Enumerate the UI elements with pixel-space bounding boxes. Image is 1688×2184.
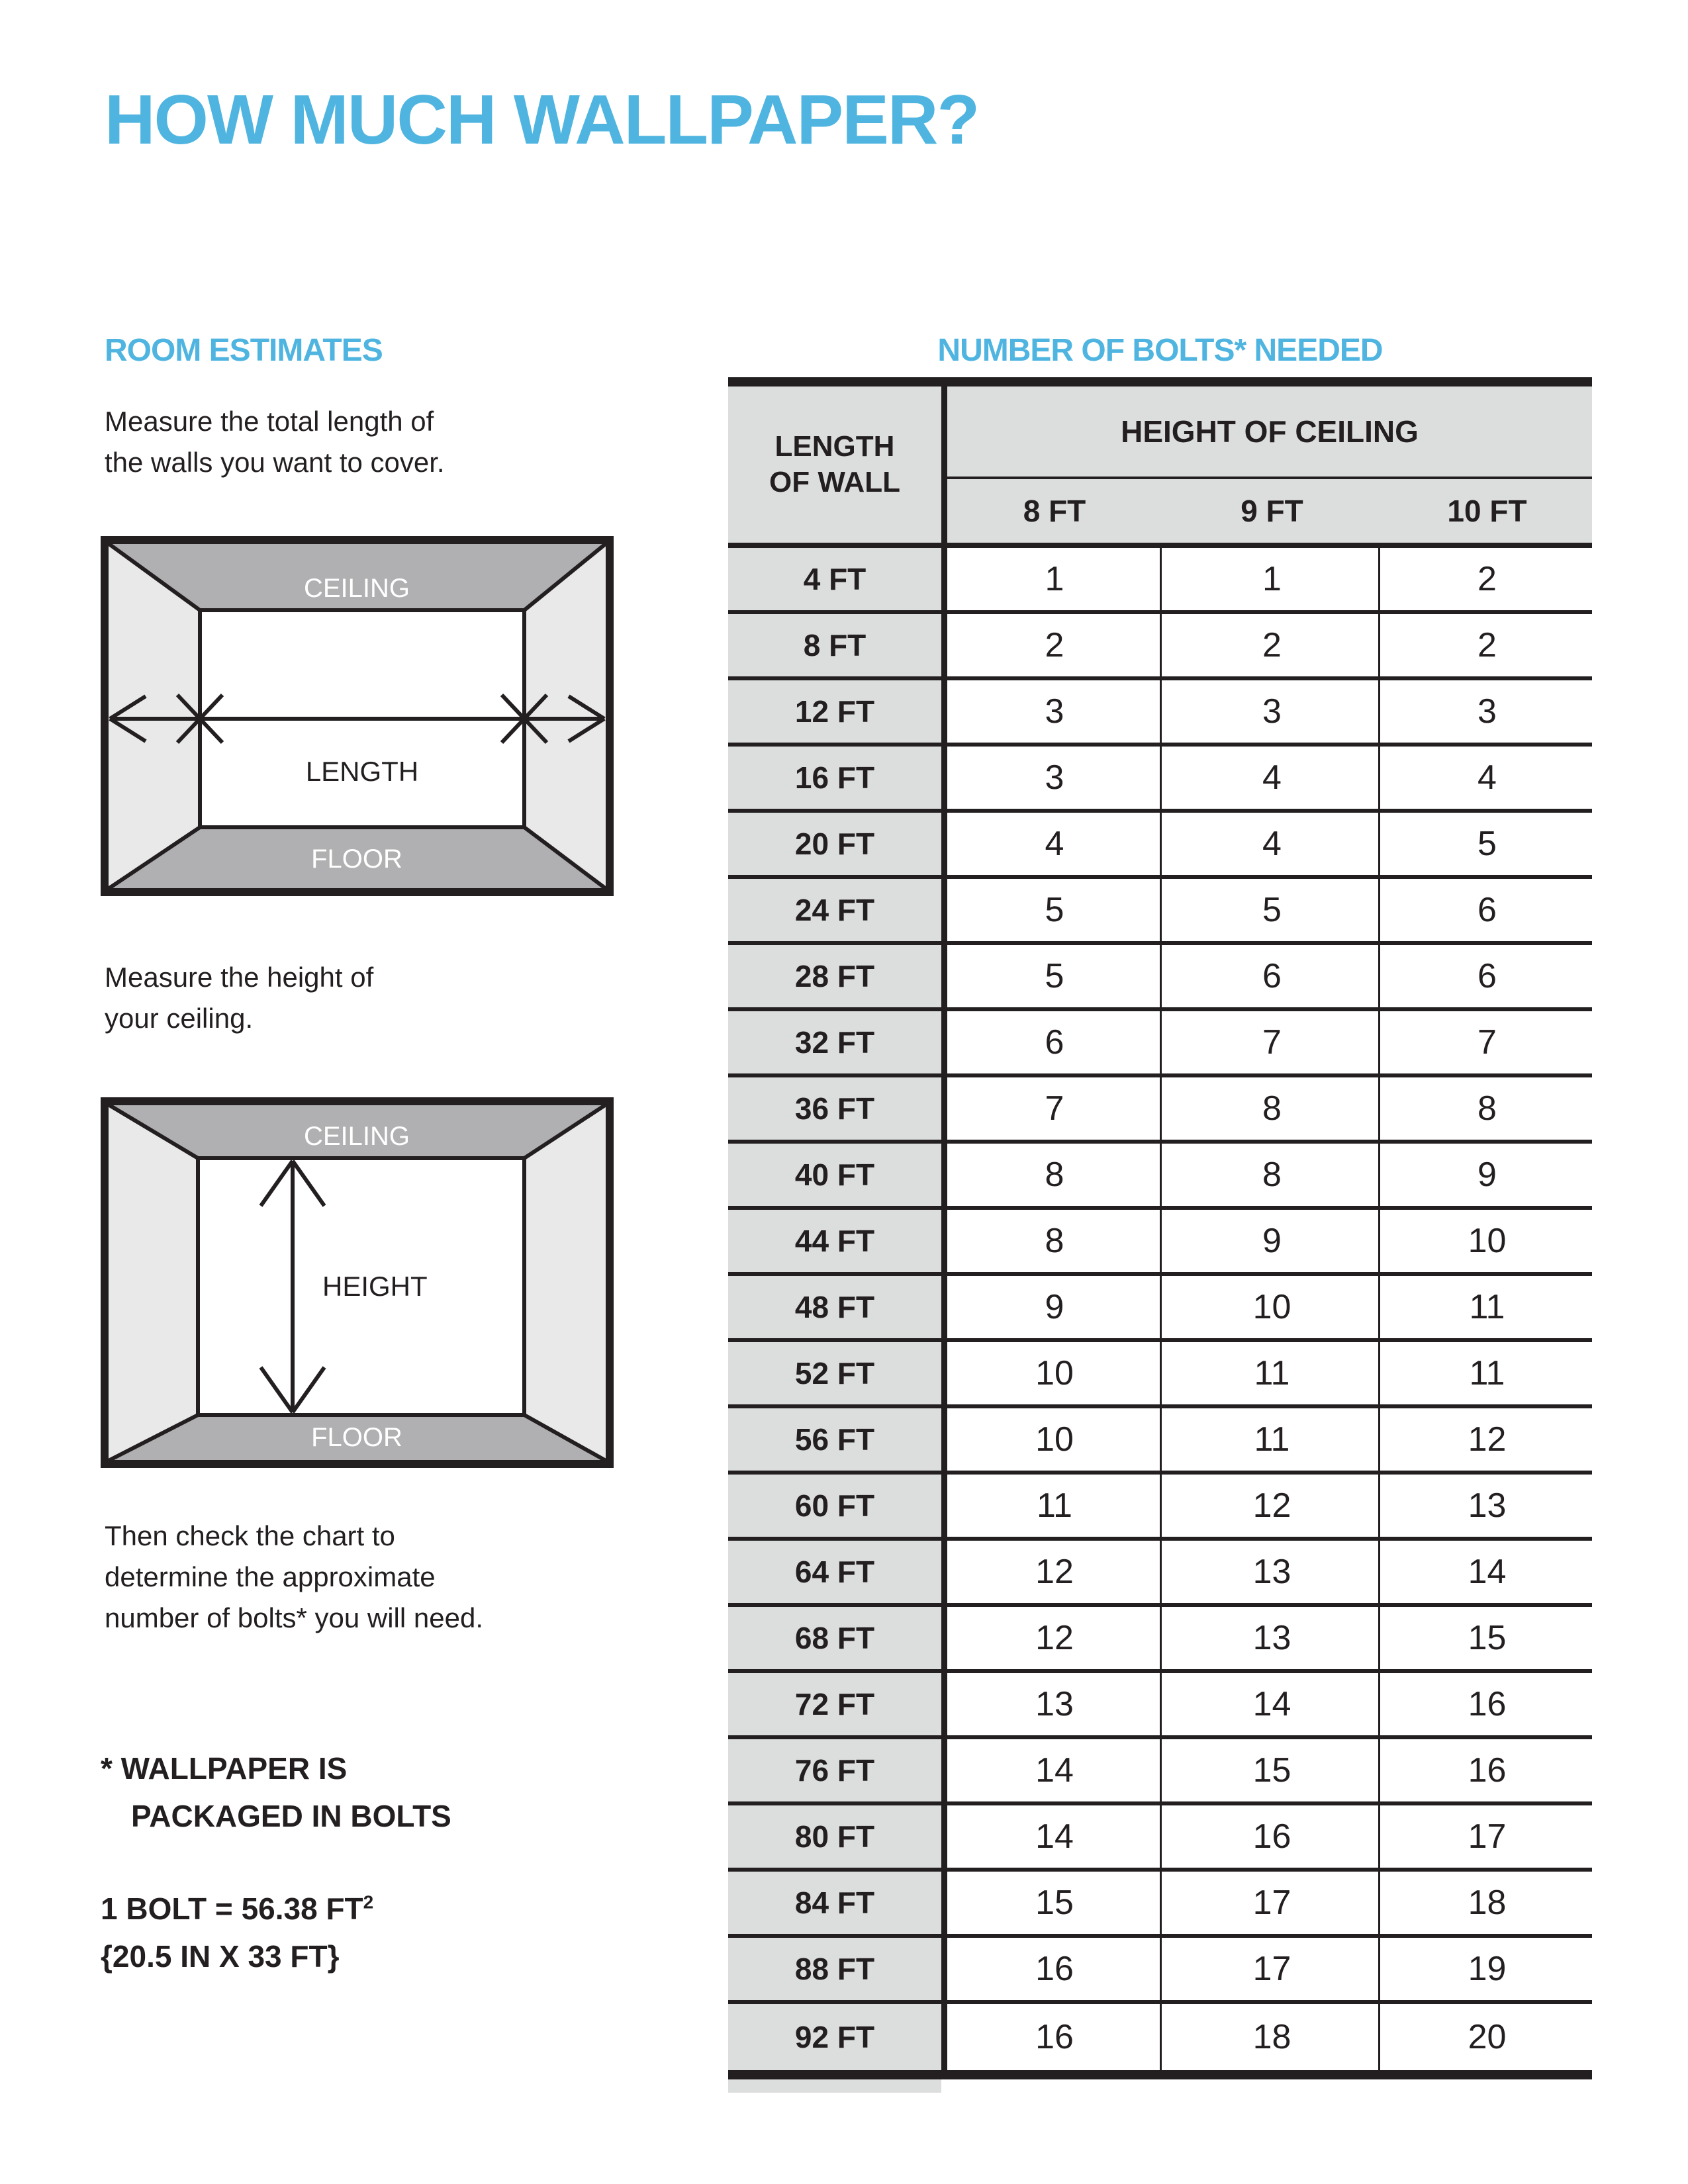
column-header-9ft: 9 FT bbox=[1241, 494, 1303, 528]
bolt-count-cell: 2 bbox=[1045, 626, 1064, 664]
bolt-count-cell: 6 bbox=[1262, 957, 1282, 995]
bolt-count-cell: 9 bbox=[1262, 1222, 1282, 1260]
bolt-count-cell: 8 bbox=[1045, 1156, 1064, 1194]
bolt-count-cell: 4 bbox=[1262, 825, 1282, 863]
wall-length-cell: 44 FT bbox=[728, 1210, 941, 1272]
wall-length-cell: 40 FT bbox=[728, 1144, 941, 1206]
header-line: OF WALL bbox=[769, 466, 900, 498]
instruction-line: Then check the chart to bbox=[105, 1520, 395, 1551]
bolt-count-cell: 17 bbox=[1252, 1950, 1291, 1988]
bolt-count-cell: 17 bbox=[1252, 1884, 1291, 1922]
bolt-count-cell: 14 bbox=[1035, 1751, 1074, 1790]
ceiling-height-subheader-row bbox=[947, 479, 1592, 543]
bolt-count-cell: 19 bbox=[1468, 1950, 1507, 1988]
wall-length-cell: 32 FT bbox=[728, 1011, 941, 1073]
instruction-step-3 bbox=[105, 1516, 483, 1639]
bolt-count-cell: 10 bbox=[1252, 1288, 1291, 1326]
wall-length-cell: 4 FT bbox=[728, 548, 941, 610]
bolt-count-cell: 6 bbox=[1477, 957, 1497, 995]
column-header-8ft: 8 FT bbox=[1023, 494, 1086, 528]
wall-length-cell: 16 FT bbox=[728, 747, 941, 809]
wall-length-cell: 72 FT bbox=[728, 1673, 941, 1735]
thin-column-divider bbox=[1378, 548, 1380, 2070]
bolt-count-cell: 10 bbox=[1035, 1420, 1074, 1459]
bolt-count-cell: 12 bbox=[1468, 1420, 1507, 1459]
bolts-needed-heading: NUMBER OF BOLTS* NEEDED bbox=[937, 333, 1383, 368]
bolt-count-cell: 7 bbox=[1262, 1023, 1282, 1062]
bolt-count-cell: 9 bbox=[1477, 1156, 1497, 1194]
bolt-count-cell: 18 bbox=[1252, 2018, 1291, 2056]
bolt-count-cell: 14 bbox=[1252, 1685, 1291, 1723]
bolt-count-cell: 13 bbox=[1252, 1553, 1291, 1591]
wall-length-cell: 56 FT bbox=[728, 1408, 941, 1471]
bolt-spec-equation: 1 BOLT = 56.38 $FT^2$ bbox=[101, 1891, 374, 1926]
table-top-bar bbox=[728, 377, 1592, 387]
bolt-count-cell: 1 bbox=[1262, 560, 1282, 598]
bolt-count-cell: 12 bbox=[1035, 1553, 1074, 1591]
page-title: HOW MUCH WALLPAPER? bbox=[105, 81, 979, 159]
wall-length-cell: 8 FT bbox=[728, 614, 941, 676]
bolt-count-cell: 6 bbox=[1477, 891, 1497, 929]
bolt-count-cell: 15 bbox=[1252, 1751, 1291, 1790]
table-bottom-bar bbox=[728, 2070, 1592, 2079]
wall-length-cell: 24 FT bbox=[728, 879, 941, 941]
wall-length-cell: 68 FT bbox=[728, 1607, 941, 1669]
height-of-ceiling-header: HEIGHT OF CEILING bbox=[1121, 414, 1419, 449]
length-of-wall-header bbox=[728, 387, 941, 543]
bolt-count-cell: 10 bbox=[1035, 1354, 1074, 1392]
bolt-count-cell: 11 bbox=[1037, 1486, 1072, 1525]
bolt-count-cell: 14 bbox=[1468, 1553, 1507, 1591]
left-wall-shape bbox=[107, 1104, 198, 1461]
bolt-count-cell: 7 bbox=[1477, 1023, 1497, 1062]
bolts-footnote bbox=[101, 1745, 451, 1840]
bolt-count-cell: 15 bbox=[1035, 1884, 1074, 1922]
bolt-count-cell: 18 bbox=[1468, 1884, 1507, 1922]
instruction-line: the walls you want to cover. bbox=[105, 447, 445, 478]
bolt-count-cell: 3 bbox=[1045, 758, 1064, 797]
header-separator bbox=[728, 543, 1592, 548]
bolt-count-cell: 16 bbox=[1468, 1685, 1507, 1723]
instruction-line: Measure the height of bbox=[105, 962, 374, 993]
bolt-count-cell: 2 bbox=[1262, 626, 1282, 664]
bolt-count-cell: 10 bbox=[1468, 1222, 1507, 1260]
footnote-line: PACKAGED IN BOLTS bbox=[131, 1799, 451, 1833]
wall-length-cell: 76 FT bbox=[728, 1739, 941, 1801]
wall-length-cell: 36 FT bbox=[728, 1077, 941, 1140]
wall-length-cell: 28 FT bbox=[728, 945, 941, 1007]
squared-superscript: 2 bbox=[363, 1891, 374, 1913]
bolt-count-cell: 12 bbox=[1035, 1619, 1074, 1657]
bolt-count-cell: 13 bbox=[1468, 1486, 1507, 1525]
right-wall-shape bbox=[524, 1104, 607, 1461]
instruction-step-2 bbox=[105, 957, 373, 1039]
bolt-count-cell: 7 bbox=[1045, 1089, 1064, 1128]
wall-length-cell: 52 FT bbox=[728, 1342, 941, 1404]
bolt-count-cell: 4 bbox=[1045, 825, 1064, 863]
bolt-count-cell: 17 bbox=[1468, 1817, 1507, 1856]
label-column-overhang bbox=[728, 2079, 941, 2093]
instruction-step-1 bbox=[105, 401, 445, 483]
bolt-count-cell: 5 bbox=[1477, 825, 1497, 863]
bolt-count-cell: 5 bbox=[1045, 957, 1064, 995]
wall-length-cell: 64 FT bbox=[728, 1541, 941, 1603]
height-label: HEIGHT bbox=[322, 1271, 428, 1302]
thick-column-divider bbox=[941, 377, 947, 2079]
bolt-count-cell: 1 bbox=[1045, 560, 1064, 598]
bolt-count-cell: 8 bbox=[1262, 1089, 1282, 1128]
wall-length-cell: 12 FT bbox=[728, 680, 941, 743]
bolt-count-cell: 6 bbox=[1045, 1023, 1064, 1062]
bolt-count-cell: 11 bbox=[1469, 1288, 1505, 1326]
bolt-count-cell: 2 bbox=[1477, 560, 1497, 598]
bolt-count-cell: 4 bbox=[1477, 758, 1497, 797]
bolt-count-cell: 9 bbox=[1045, 1288, 1064, 1326]
wall-length-cell: 88 FT bbox=[728, 1938, 941, 2000]
bolt-count-cell: 4 bbox=[1262, 758, 1282, 797]
bolt-spec-dimensions: {20.5 IN X 33 FT} bbox=[101, 1939, 340, 1974]
bolt-count-cell: 8 bbox=[1477, 1089, 1497, 1128]
column-header-10ft: 10 FT bbox=[1447, 494, 1527, 528]
length-label: LENGTH bbox=[305, 756, 419, 787]
wall-length-cell: 84 FT bbox=[728, 1872, 941, 1934]
room-height-diagram bbox=[101, 1097, 614, 1468]
wall-length-cell: 20 FT bbox=[728, 813, 941, 875]
bolt-count-cell: 16 bbox=[1252, 1817, 1291, 1856]
instruction-line: Measure the total length of bbox=[105, 406, 434, 437]
thin-column-divider bbox=[1160, 548, 1162, 2070]
bolt-count-cell: 16 bbox=[1468, 1751, 1507, 1790]
bolt-count-cell: 5 bbox=[1262, 891, 1282, 929]
bolt-count-cell: 12 bbox=[1252, 1486, 1291, 1525]
bolt-count-cell: 8 bbox=[1045, 1222, 1064, 1260]
room-estimates-heading: ROOM ESTIMATES bbox=[105, 333, 383, 368]
ceiling-label: CEILING bbox=[303, 574, 410, 603]
bolt-count-cell: 11 bbox=[1469, 1354, 1505, 1392]
bolt-count-cell: 13 bbox=[1035, 1685, 1074, 1723]
bolt-count-cell: 16 bbox=[1035, 1950, 1074, 1988]
bolt-count-cell: 15 bbox=[1468, 1619, 1507, 1657]
wall-length-cell: 92 FT bbox=[728, 2004, 941, 2070]
floor-label: FLOOR bbox=[311, 844, 402, 874]
bolt-count-cell: 3 bbox=[1045, 692, 1064, 731]
bolts-table bbox=[728, 377, 1592, 2093]
footnote-line: * WALLPAPER IS bbox=[101, 1751, 348, 1786]
bolt-count-cell: 5 bbox=[1045, 891, 1064, 929]
room-length-diagram bbox=[101, 536, 614, 896]
wall-length-cell: 80 FT bbox=[728, 1805, 941, 1868]
wall-length-cell: 60 FT bbox=[728, 1475, 941, 1537]
bolt-count-cell: 11 bbox=[1254, 1420, 1290, 1459]
bolt-count-cell: 8 bbox=[1262, 1156, 1282, 1194]
bolt-count-cell: 3 bbox=[1477, 692, 1497, 731]
bolt-count-cell: 13 bbox=[1252, 1619, 1291, 1657]
instruction-line: number of bolts* you will need. bbox=[105, 1602, 483, 1633]
instruction-line: your ceiling. bbox=[105, 1003, 254, 1034]
bolt-count-cell: 3 bbox=[1262, 692, 1282, 731]
bolt-count-cell: 11 bbox=[1254, 1354, 1290, 1392]
bolt-spec bbox=[101, 1885, 373, 1980]
floor-label: FLOOR bbox=[311, 1423, 402, 1452]
header-line: LENGTH bbox=[774, 430, 895, 463]
bolt-count-cell: 2 bbox=[1477, 626, 1497, 664]
bolt-count-cell: 14 bbox=[1035, 1817, 1074, 1856]
wall-length-cell: 48 FT bbox=[728, 1276, 941, 1338]
bolt-count-cell: 16 bbox=[1035, 2018, 1074, 2056]
instruction-line: determine the approximate bbox=[105, 1561, 436, 1592]
ceiling-label: CEILING bbox=[303, 1122, 410, 1151]
bolt-count-cell: 20 bbox=[1468, 2018, 1507, 2056]
